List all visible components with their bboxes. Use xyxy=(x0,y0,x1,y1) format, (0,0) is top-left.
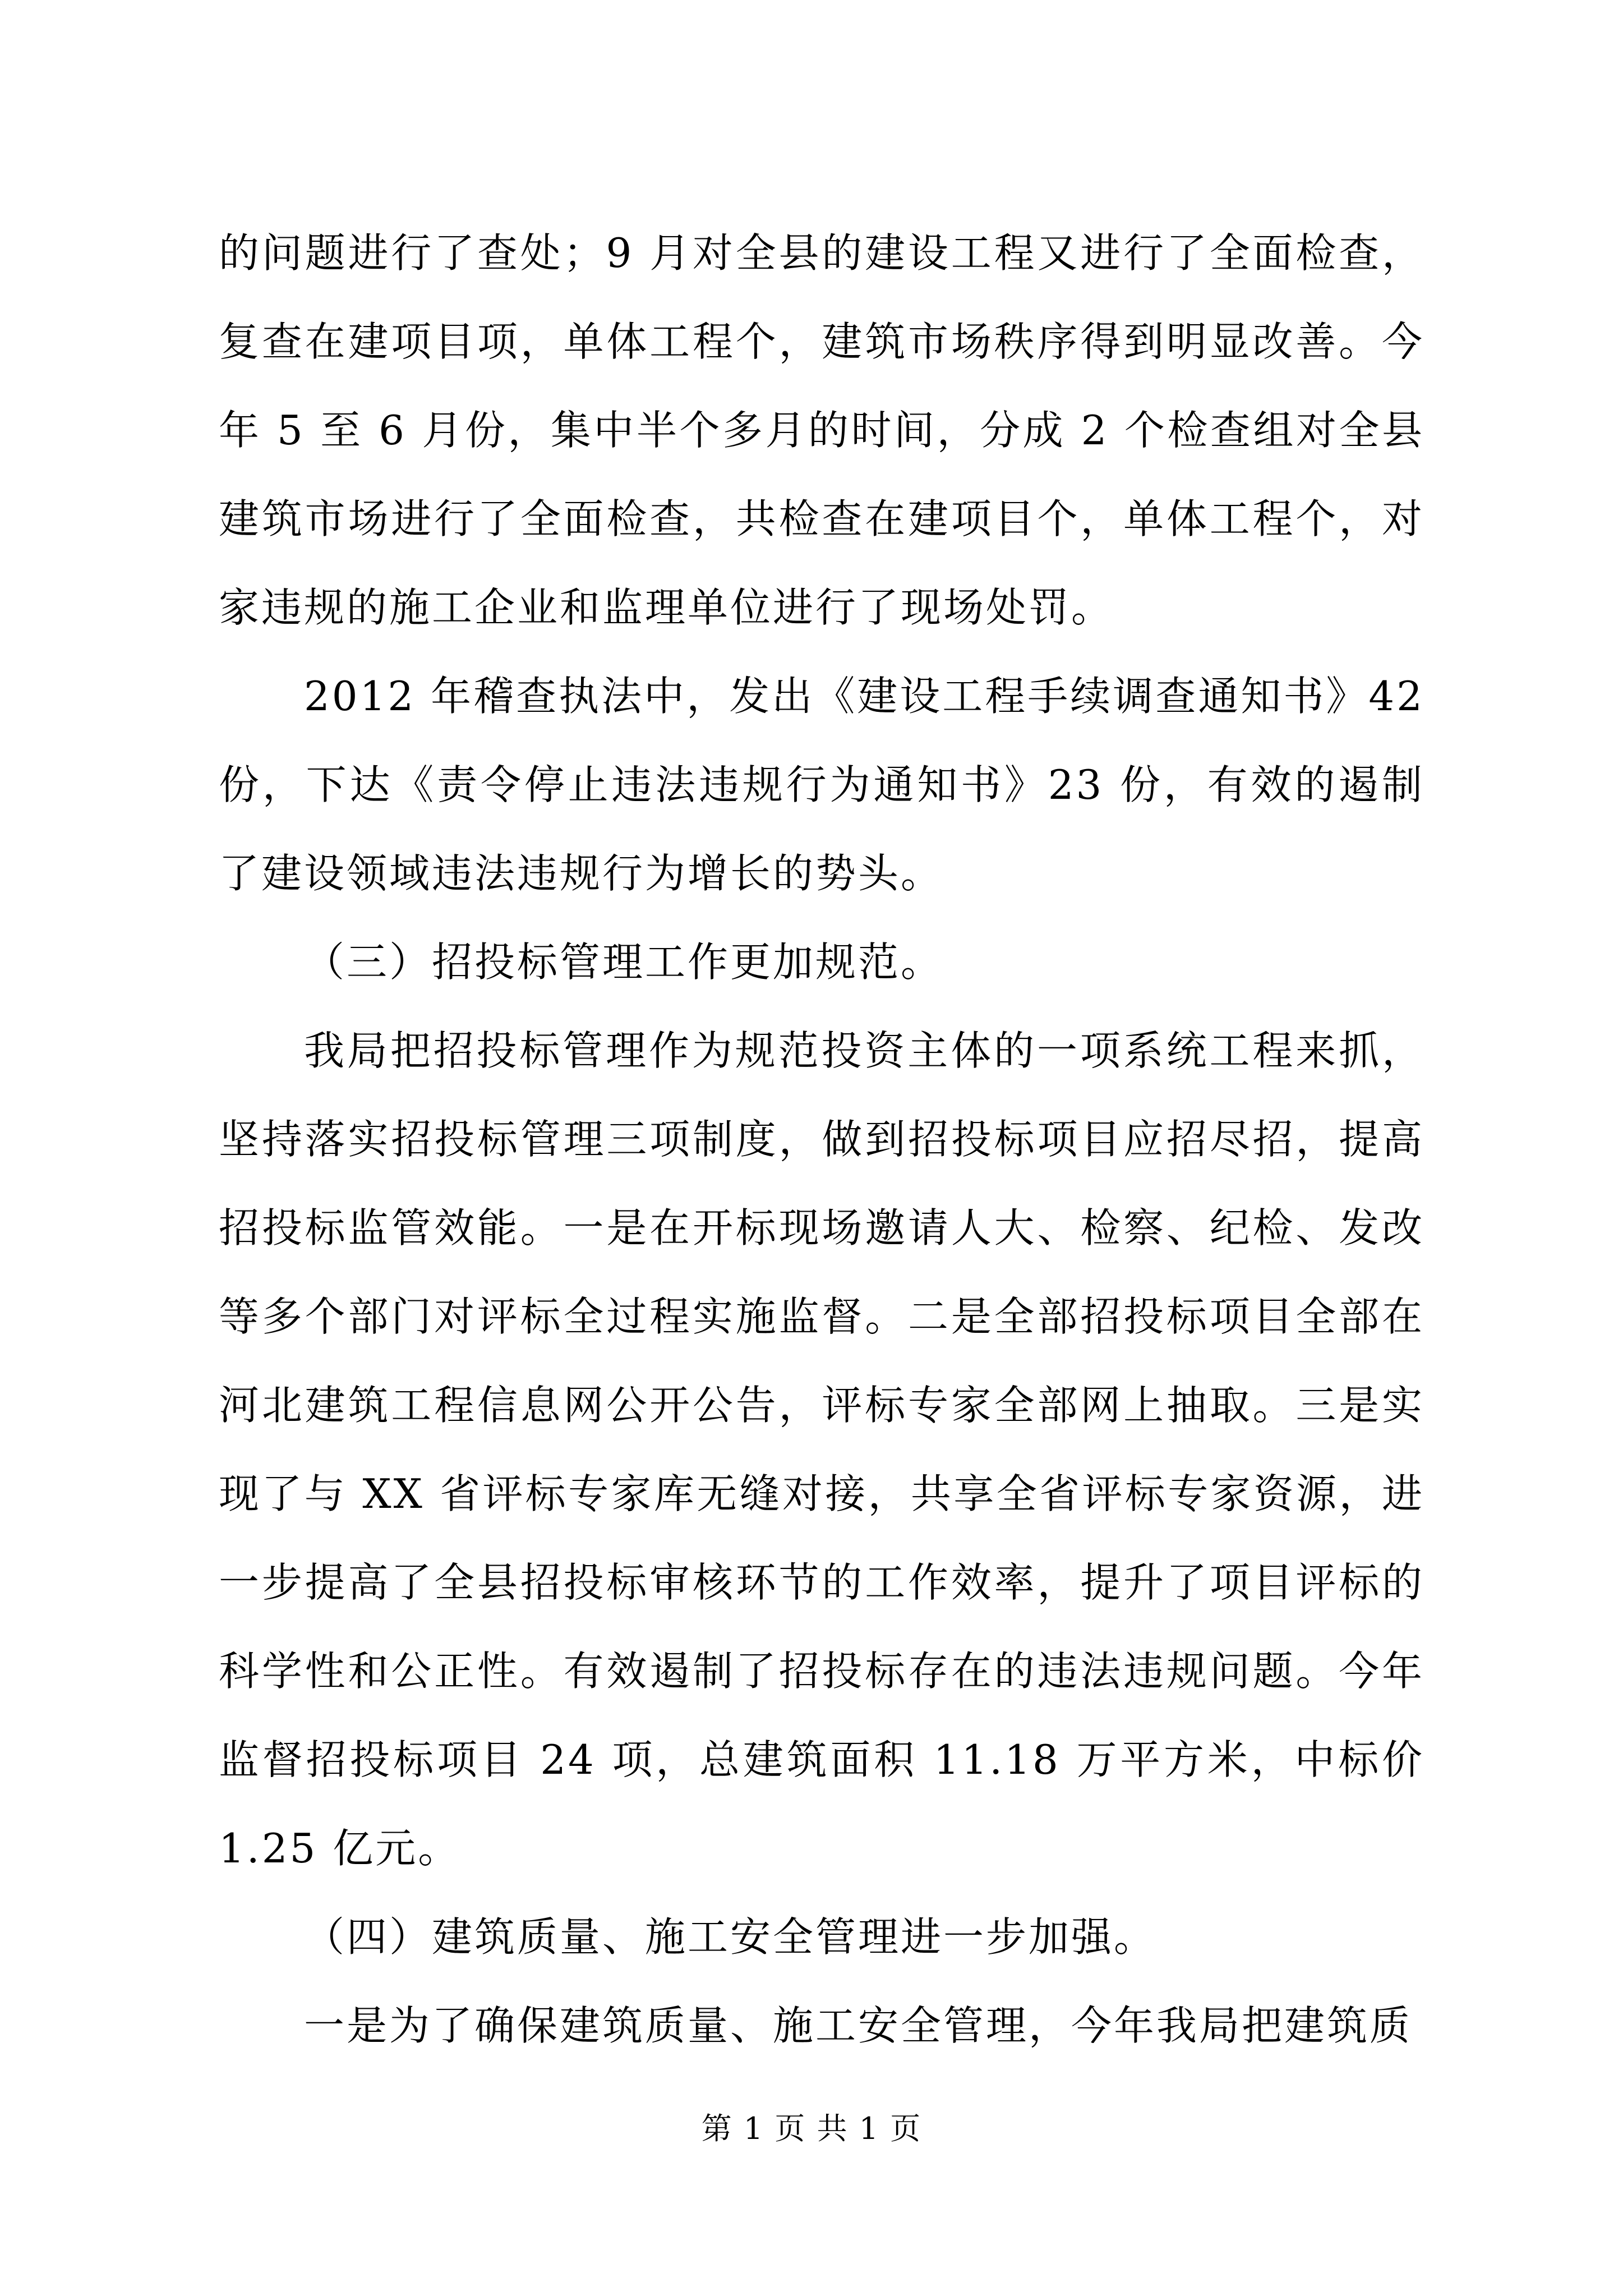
document-body xyxy=(219,209,1424,2070)
section-heading-quality-safety: （四）建筑质量、施工安全管理进一步加强。 xyxy=(304,1913,1157,1961)
page-footer: 第 1 页 共 1 页 xyxy=(701,2111,922,2146)
paragraph-enforcement-2012: 2012 年稽查执法中，发出《建设工程手续调查通知书》42 份，下达《责令停止违法违规行为通知书》23 份，有效的遏制了建设领域违法违规行为增长的势头。 xyxy=(219,673,1424,897)
paragraph-bidding-management: 我局把招投标管理作为规范投资主体的一项系统工程来抓，坚持落实招投标管理三项制度，做到招投标项目应招尽招，提高招投标监管效能。一是在开标现场邀请人大、检察、纪检、发改等多个部门对评标全过程实施监督。二是全部招投标项目全部在河北建筑工程信息网公开公告，评标专家全部网上抽取。三是实现了与 XX 省评标专家库无缝对接，共享全省评标专家资源，进一步提高了全县招投标审核环节的工作效率，提升了项目评标的科学性和公正性。有效遏制了招投标存在的违法违规问题。今年监督招投标项目 24 项，总建筑面积 11.18 万平方米，中标价 1.25 亿元。 xyxy=(219,1027,1424,1872)
paragraph-quality-safety: 一是为了确保建筑质量、施工安全管理，今年我局把建筑质 xyxy=(304,2002,1413,2049)
paragraph-inspection-results: 的问题进行了查处；9 月对全县的建设工程又进行了全面检查，复查在建项目项，单体工程个，建筑市场秩序得到明显改善。今年 5 至 6 月份，集中半个多月的时间，分成 2 个检查组对全县建筑市场进行了全面检查，共检查在建项目个，单体工程个，对家违规的施工企业和监理单位进行了现场处罚。 xyxy=(219,229,1424,631)
section-heading-bidding: （三）招投标管理工作更加规范。 xyxy=(304,938,944,986)
